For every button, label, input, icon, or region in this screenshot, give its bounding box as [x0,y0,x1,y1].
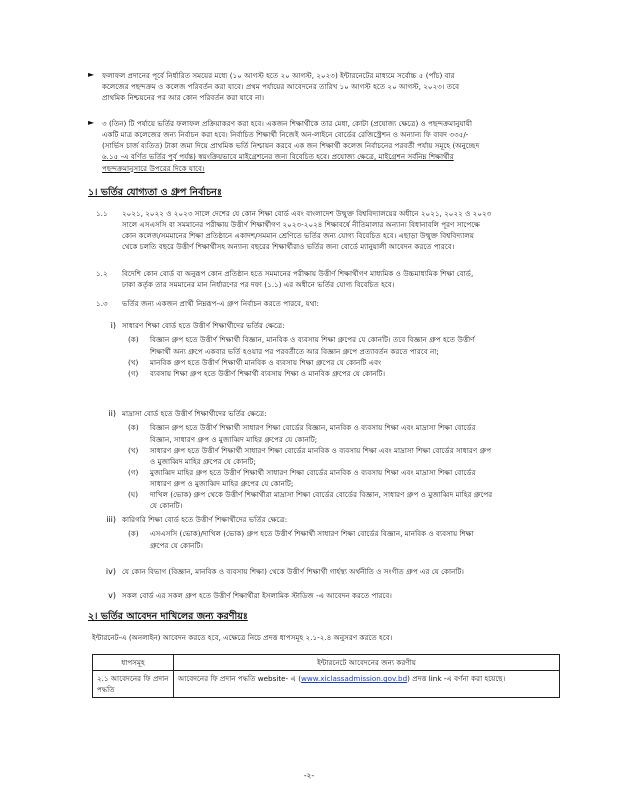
text-line: বিজ্ঞান গ্রুপ হতে উত্তীর্ণ শিক্ষার্থী সাধারণ শিক্ষা বোর্ডের বিজ্ঞান, মানবিক ও ব্যবসায় শিক্ষা এবং মাদ্রাসা শিক্ষা বোর্ডের [150,423,476,433]
section-1-title: ১। ভর্তির যোগ্যতা ও গ্রুপ নির্বাচনঃ [88,187,222,198]
text-line: কলেজের পছন্দক্রম ও কলেজ পরিবর্তন করা যাবে। প্রথম পর্যায়ের আবেদনের তারিখ ১০ আগস্ট হতে ২০ আগস্ট, ২০২৩। তবে [102,82,460,92]
item-label: (ক) [128,335,139,345]
group-item [128,467,564,489]
table-cell-instructions [174,671,560,698]
bullet-text [102,118,479,174]
text-line: বিদেশি কোন বোর্ড বা অনুরূপ কোন প্রতিষ্ঠান হতে সমমানের পরীক্ষায় উত্তীর্ণ শিক্ষার্থীগণ মাধ্যমিক ও উচ্চমাধ্যমিক শিক্ষা বোর্ড, [122,269,474,278]
group-technical-board [94,514,564,551]
group-heading: সাধারণ শিক্ষা বোর্ড হতে উত্তীর্ণ শিক্ষার্থীদের ভর্তির ক্ষেত্রে: [122,321,285,330]
bullet-result-phases [88,118,558,174]
text-line: সাধারণ গ্রুপ ও মুজাব্বিদ মাহির গ্রুপের যে কোনটি; [150,479,294,489]
roman-numeral: ii) [108,409,116,418]
group-item [128,489,564,511]
text-line: গ্রুপের যে কোনটি। [150,540,203,550]
text-line: সালে এসএসসি বা সমমানের পরীক্ষায় উত্তীর্ণ শিক্ষার্থীগণ ২০২৩-২০২৪ শিক্ষাবর্ষে নীতিমালার অন্যান্য বিধানাবলি পূরণ সাপেক্ষে [122,220,481,230]
group-v [94,590,564,602]
text-line: কোন কলেজ/সমমানের শিক্ষা প্রতিষ্ঠানে একাদশ/সমমান শ্রেণিতে ভর্তির জন্য যোগ্য বিবেচিত হবে। এছাড়া উন্মুক্ত বিশ্ববিদ্যালয় [122,231,474,241]
paragraph-1-2 [96,268,564,290]
text-line: মানবিক গ্রুপ হতে উত্তীর্ণ শিক্ষার্থী মানবিক ও ব্যবসায় শিক্ষা গ্রুপের যে কোনটি এবং [150,357,382,367]
text-line: যে কোনটি। [150,501,183,511]
text-line: ঢাকা কর্তৃক তার সমমানের মান নির্ধারণের পর দফা (১.১) এর অধীনে ভর্তির যোগ্য বিবেচিত হবে। [122,280,395,290]
roman-numeral: v) [108,591,116,600]
text-line: শিক্ষার্থী অন্য গ্রুপে একবার ভর্তি হওয়ার পর পরবর্তীতে আর বিজ্ঞান গ্রুপে প্রত্যাবর্তন করতে পারবে না; [150,346,439,356]
admission-website-link[interactable]: www.xiclassadmission.gov.bd [301,674,408,684]
cell-text: ) প্রদত্ত link -এ বর্ণনা করা হয়েছে। [407,674,506,684]
text-line: ৩ (তিন) টি পর্যায়ে ভর্তির ফলাফল প্রক্রিয়াকরণ করা হবে। একজন শিক্ষার্থীকে তার মেধা, কোটা (প্রযোজ্য ক্ষেত্রে) ও পছন্দক্রমানুযায়ী [102,119,473,128]
page-number: -২- [303,771,315,780]
item-label: (খ) [128,445,139,455]
paragraph-text [122,208,491,253]
section-2-intro: ইন্টারনেট-এ (অনলাইন) আবেদন করতে হবে, এক্ষেত্রে নিচে প্রদত্ত ধাপসমূহ ২.১-২.৪ অনুসরণ করতে হবে। [92,633,393,642]
text-line: থেকে চলতি বছরে উত্তীর্ণ শিক্ষার্থীসহ অন্যান্য বছরের শিক্ষার্থীরাও ভর্তির জন্য বোর্ডে ম্যানুয়ালী আবেদন করতে পারবে। [122,242,455,252]
item-label: (গ) [128,468,139,478]
group-item [128,357,564,368]
group-text: সকল বোর্ড এর সকল গ্রুপ হতে উত্তীর্ণ শিক্ষার্থীরা ইসলামিক স্টাডিজ -এ আবেদন করতে পারবে। [122,591,392,600]
item-label: (ক) [128,423,139,433]
paragraph-number: ১.১ [96,209,108,218]
group-heading: মাদ্রাসা বোর্ড হতে উত্তীর্ণ শিক্ষার্থীদের ভর্তির ক্ষেত্রে: [122,409,267,418]
group-item [128,528,564,550]
text-line: এসএসসি (ভোক)/দাখিল (ভোক) গ্রুপ হতে উত্তীর্ণ শিক্ষার্থী সাধারণ শিক্ষা বোর্ডের বিজ্ঞান, মানবিক ও ব্যবসায় শিক্ষা [150,529,474,539]
roman-numeral: iv) [105,567,116,576]
table-header: ধাপসমূহ [93,655,174,671]
paragraph-number: ১.২ [96,269,108,278]
item-label: (গ) [128,368,139,378]
text-line: ব্যবসায় শিক্ষা গ্রুপ হতে উত্তীর্ণ শিক্ষার্থী ব্যবসায় শিক্ষা ও মানবিক গ্রুপের যে কোনটি। [150,368,386,378]
table-cell-step: ২.১ আবেদনের ফি প্রদান পদ্ধতি [93,671,174,698]
group-item [128,422,564,444]
group-text: যে কোন বিভাগ (বিজ্ঞান, মানবিক ও ব্যবসায় শিক্ষা) থেকে উত্তীর্ণ শিক্ষার্থী গার্হস্থ্য অর্থনীতি ও সংগীত গ্রুপ এর যে কোনটি। [122,567,464,576]
text-line: বিজ্ঞান গ্রুপ হতে উত্তীর্ণ শিক্ষার্থী বিজ্ঞান, মানবিক ও ব্যবসায় শিক্ষা গ্রুপের যে কোনটি। তবে বিজ্ঞান গ্রুপ হতে উত্তীর্ণ [150,335,475,345]
text-line: পছন্দক্রমানুসারে উপরের দিকে যাবে। [102,163,205,173]
text-line: ও মুজাব্বিদ মাহির গ্রুপের যে কোনটি; [150,456,256,466]
text-line: ৬.১৫ -এ বর্ণিত ভর্তির পূর্ব পর্যন্ত) স্বয়ংক্রিয়ভাবে মাইগ্রেশনের জন্য বিবেচিত হবে। প্রযোজ্য ক্ষেত্রে, মাইগ্রেশন সর্বনিম্ন শিক্ষার্থীর [102,152,454,162]
paragraph-1-1 [96,208,564,253]
roman-numeral: iii) [106,515,116,524]
paragraph-number: ১.৩ [96,299,108,308]
group-general-board [94,320,564,379]
group-madrasa-board [94,408,564,512]
text-line: একটি মাত্র কলেজের জন্য নির্বাচন করা হবে। নির্বাচিত শিক্ষার্থী নিজেই অন-লাইনে বোর্ডের রেজিস্ট্রেশন ও অন্যান্য ফি বাবদ ৩৩৫/- [102,130,469,140]
arrow-bullet-icon: ► [88,70,95,79]
group-heading: কারিগরি শিক্ষা বোর্ড হতে উত্তীর্ণ শিক্ষার্থীদের ভর্তির ক্ষেত্রে: [122,515,288,524]
text-line: (সার্ভিস চার্জ ব্যতিত) টাকা জমা দিয়ে প্রাথমিক ভর্তি নিশ্চায়ন করবে এক জন শিক্ষার্থী কলেজ নির্বাচনের পরবর্তী পর্যায় সমূহে (অনুচ্ছেদ [102,141,480,151]
section-2-title: ২। ভর্তির আবেদন দাখিলের জন্য করণীয়ঃ [88,611,248,622]
item-label: (ক) [128,529,139,539]
item-label: (ঘ) [128,490,139,500]
bullet-text [102,70,459,103]
text-line: প্রাথমিক নিশ্চয়নের পর আর কোন পরিবর্তন করা যাবে না। [102,93,265,103]
text-line: বিজ্ঞান, সাধারণ গ্রুপ ও মুজাব্বিদ মাহির গ্রুপের যে কোনটি; [150,434,318,444]
paragraph-text: ভর্তির জন্য একজন প্রার্থী নিম্নরূপ-এ গ্রুপ নির্বাচন করতে পারবে, যথা: [122,299,319,308]
text-line: সাধারণ গ্রুপ হতে উত্তীর্ণ শিক্ষার্থী সাধারণ শিক্ষা বোর্ডের মানবিক ও ব্যবসায় শিক্ষা এবং মাদ্রাসা শিক্ষা বোর্ডের সাধারণ গ্রুপ [150,445,492,455]
table-header: ইন্টারনেটে আবেদনের জন্য করণীয় [174,655,560,671]
table-row [93,671,560,698]
group-item [128,368,564,379]
text-line: ২০২১, ২০২২ ও ২০২৩ সালে দেশের যে কোন শিক্ষা বোর্ড এবং বাংলাদেশ উন্মুক্ত বিশ্ববিদ্যালয়ের অধীনে ২০২১, ২০২২ ও ২০২৩ [122,209,492,218]
application-steps-table [92,654,560,698]
text-line: মুজাব্বিদ মাহির গ্রুপ হতে উত্তীর্ণ শিক্ষার্থী সাধারণ শিক্ষা বোর্ডের মানবিক ও ব্যবসায় শিক্ষা এবং মাদ্রাসা শিক্ষা বোর্ডের [150,468,476,478]
group-item [128,334,564,356]
text-line: ফলাফল প্রদানের পূর্বে নির্ধারিত সময়ের মধ্যে (১০ আগস্ট হতে ২০ আগস্ট, ২০২৩) ইন্টারনেটের মাধ্যমে সর্বোচ্চ ৫ (পাঁচ) বার [102,71,455,80]
arrow-bullet-icon: ► [88,118,95,127]
group-iv [94,566,564,578]
group-item [128,445,564,467]
item-label: (খ) [128,357,139,367]
paragraph-text [122,268,473,290]
bullet-fee-change [88,70,558,103]
text-line: দাখিল (ভোক) গ্রুপ থেকে উত্তীর্ণ শিক্ষার্থীরা মাদ্রাসা শিক্ষা বোর্ডের বোর্ডের বিজ্ঞান, সাধারণ গ্রুপ ও মুজাব্বিদ মাহির গ্রুপের [150,490,493,500]
cell-text: আবেদনের ফি প্রদান পদ্ধতি website- এ ( [178,674,302,684]
roman-numeral: i) [110,321,116,330]
paragraph-1-3 [96,298,564,309]
